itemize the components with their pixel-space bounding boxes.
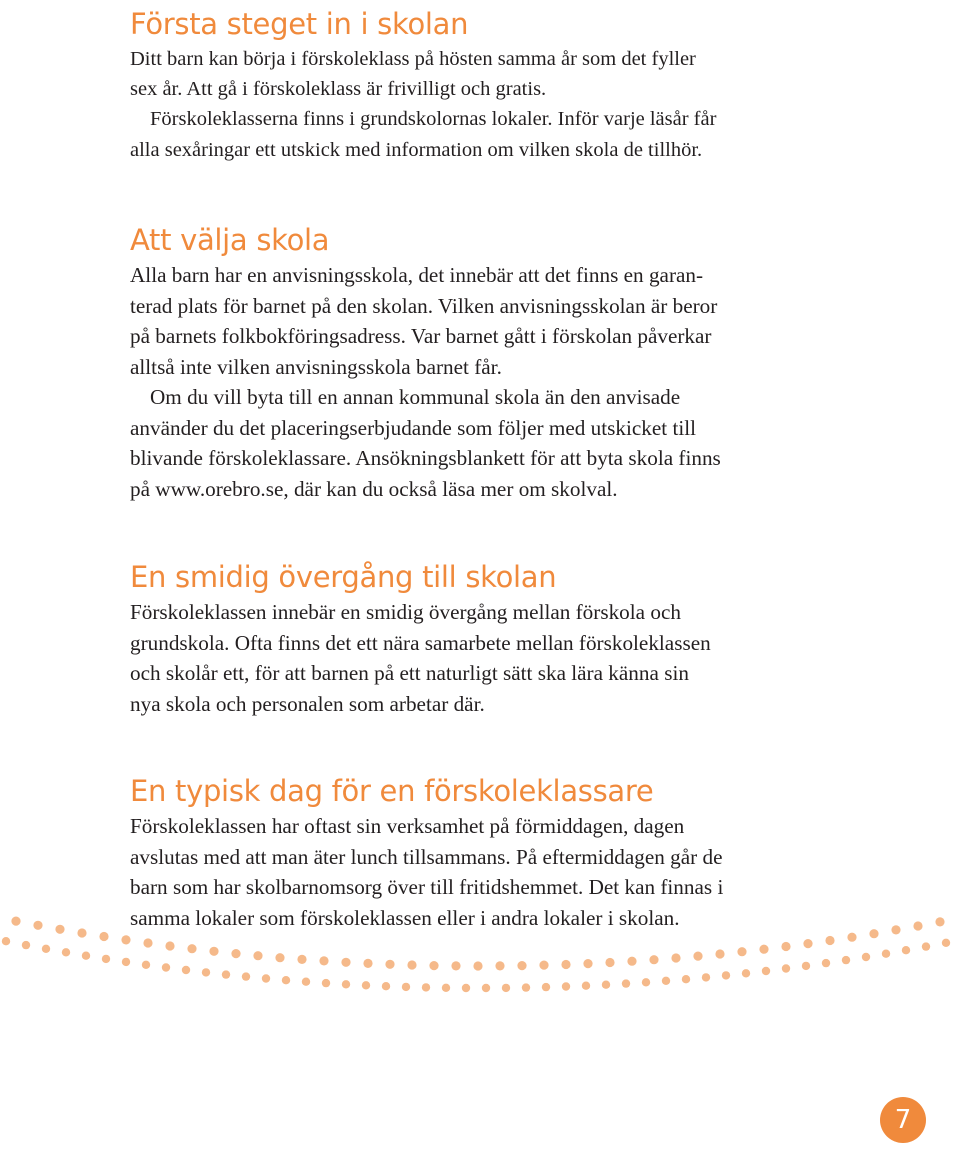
text-line: grundskola. Ofta finns det ett nära samarbete mellan förskoleklassen — [130, 630, 711, 655]
decorative-dot — [935, 917, 944, 926]
decorative-dot — [693, 952, 702, 961]
decorative-dot — [862, 953, 870, 961]
decorative-dot — [847, 933, 856, 942]
decorative-dot — [602, 981, 610, 989]
decorative-dot — [502, 984, 510, 992]
decorative-dot — [473, 961, 482, 970]
decorative-dot-arc — [0, 900, 960, 1010]
decorative-dot — [253, 951, 262, 960]
decorative-dot — [942, 939, 950, 947]
decorative-dot — [682, 975, 690, 983]
decorative-dot — [202, 968, 210, 976]
section-body — [130, 44, 716, 165]
decorative-dot — [562, 982, 570, 990]
section-smidig-overgang — [130, 557, 711, 719]
decorative-dot — [605, 958, 614, 967]
decorative-dot — [162, 963, 170, 971]
decorative-dot — [429, 961, 438, 970]
text-line: Alla barn har en anvisningsskola, det innebär att det finns en garan- — [130, 263, 704, 287]
text-line: Om du vill byta till en annan kommunal skola än den anvisade — [150, 385, 681, 409]
decorative-dot — [102, 955, 110, 963]
decorative-dot — [802, 962, 810, 970]
section-body — [130, 260, 721, 504]
text-line: använder du det placeringserbjudande som följer med utskicket till — [130, 415, 697, 440]
decorative-dot — [275, 953, 284, 962]
decorative-dot — [869, 929, 878, 938]
section-heading: Första steget in i skolan — [130, 7, 469, 41]
decorative-dot — [482, 984, 490, 992]
decorative-dot — [11, 917, 20, 926]
decorative-dot — [99, 932, 108, 941]
decorative-dot — [825, 936, 834, 945]
text-line: Förskoleklasserna finns i grundskolornas lokaler. Inför varje läsår får — [150, 108, 717, 131]
decorative-dot — [362, 981, 370, 989]
decorative-dot — [462, 984, 470, 992]
decorative-dot — [902, 946, 910, 954]
text-line: alltså inte vilken anvisningsskola barnet får. — [130, 354, 502, 379]
decorative-dot — [165, 941, 174, 950]
decorative-dot — [422, 983, 430, 991]
decorative-dot — [627, 957, 636, 966]
text-line: nya skola och personalen som arbetar där. — [130, 691, 485, 716]
section-heading: En smidig övergång till skolan — [130, 560, 557, 594]
decorative-dot — [715, 949, 724, 958]
text-line: avslutas med att man äter lunch tillsammans. På eftermiddagen går de — [130, 844, 723, 869]
decorative-dot — [922, 942, 930, 950]
text-line: Förskoleklassen har oftast sin verksamhet på förmiddagen, dagen — [130, 814, 685, 838]
decorative-dot — [539, 961, 548, 970]
decorative-dot — [522, 983, 530, 991]
decorative-dot — [242, 972, 250, 980]
text-line: på www.orebro.se, där kan du också läsa mer om skolval. — [130, 476, 618, 501]
decorative-dot — [737, 947, 746, 956]
decorative-dot — [121, 935, 130, 944]
decorative-dot — [622, 979, 630, 987]
decorative-dot — [402, 983, 410, 991]
decorative-dot — [231, 949, 240, 958]
section-body — [130, 597, 711, 719]
decorative-dot — [209, 947, 218, 956]
page-number-badge: 7 — [880, 1097, 926, 1143]
decorative-dot — [187, 944, 196, 953]
decorative-dot — [882, 950, 890, 958]
decorative-dot — [2, 937, 10, 945]
decorative-dot — [302, 978, 310, 986]
decorative-dot — [82, 952, 90, 960]
decorative-dot — [642, 978, 650, 986]
decorative-dot — [385, 960, 394, 969]
decorative-dot — [913, 921, 922, 930]
section-forsta-steget — [130, 4, 716, 165]
decorative-dot — [22, 941, 30, 949]
decorative-dot — [342, 980, 350, 988]
decorative-dot — [781, 942, 790, 951]
decorative-dot — [42, 945, 50, 953]
decorative-dot — [583, 959, 592, 968]
decorative-dot — [142, 961, 150, 969]
decorative-dot — [319, 956, 328, 965]
decorative-dot — [33, 921, 42, 930]
decorative-dot — [891, 925, 900, 934]
decorative-dot — [759, 945, 768, 954]
decorative-dot — [122, 958, 130, 966]
text-line: sex år. Att gå i förskoleklass är frivilligt och gratis. — [130, 78, 547, 101]
section-heading: Att välja skola — [130, 223, 330, 257]
decorative-dot — [702, 973, 710, 981]
decorative-dot — [517, 961, 526, 970]
decorative-dot — [451, 961, 460, 970]
decorative-dot — [363, 959, 372, 968]
decorative-dot — [297, 955, 306, 964]
section-att-valja-skola — [130, 220, 721, 504]
decorative-dot — [62, 948, 70, 956]
decorative-dot — [542, 983, 550, 991]
decorative-dot — [842, 956, 850, 964]
decorative-dot — [407, 960, 416, 969]
decorative-dot — [582, 982, 590, 990]
decorative-dot — [77, 928, 86, 937]
text-line: barn som har skolbarnomsorg över till fritidshemmet. Det kan finnas i — [130, 875, 724, 899]
decorative-dot — [662, 977, 670, 985]
decorative-dot — [649, 955, 658, 964]
text-line: alla sexåringar ett utskick med information om vilken skola de tillhör. — [130, 138, 703, 161]
decorative-dot — [722, 971, 730, 979]
decorative-dot — [222, 970, 230, 978]
decorative-dot — [822, 959, 830, 967]
decorative-dot — [282, 976, 290, 984]
decorative-dot — [262, 974, 270, 982]
text-line: och skolår ett, för att barnen på ett naturligt sätt ska lära känna sin — [130, 661, 689, 685]
text-line: på barnets folkbokföringsadress. Var barnet gått i förskolan påverkar — [130, 324, 712, 348]
decorative-dot — [322, 979, 330, 987]
decorative-dot — [55, 925, 64, 934]
text-line: samma lokaler som förskoleklassen eller i andra lokaler i skolan. — [130, 905, 680, 930]
decorative-dot — [143, 938, 152, 947]
decorative-dot — [671, 953, 680, 962]
decorative-dot — [762, 967, 770, 975]
decorative-dot — [803, 939, 812, 948]
decorative-dot — [742, 969, 750, 977]
decorative-dot — [782, 964, 790, 972]
section-heading: En typisk dag för en förskoleklassare — [130, 774, 654, 808]
text-line: blivande förskoleklassare. Ansökningsblankett för att byta skola finns — [130, 446, 721, 470]
decorative-dot — [495, 961, 504, 970]
decorative-dot — [561, 960, 570, 969]
decorative-dot — [382, 982, 390, 990]
decorative-dot — [341, 958, 350, 967]
text-line: terad plats för barnet på den skolan. Vilken anvisningsskolan är beror — [130, 293, 718, 318]
text-line: Ditt barn kan börja i förskoleklass på hösten samma år som det fyller — [130, 48, 696, 70]
text-line: Förskoleklassen innebär en smidig övergång mellan förskola och — [130, 600, 681, 624]
decorative-dot — [182, 966, 190, 974]
decorative-dot — [442, 984, 450, 992]
